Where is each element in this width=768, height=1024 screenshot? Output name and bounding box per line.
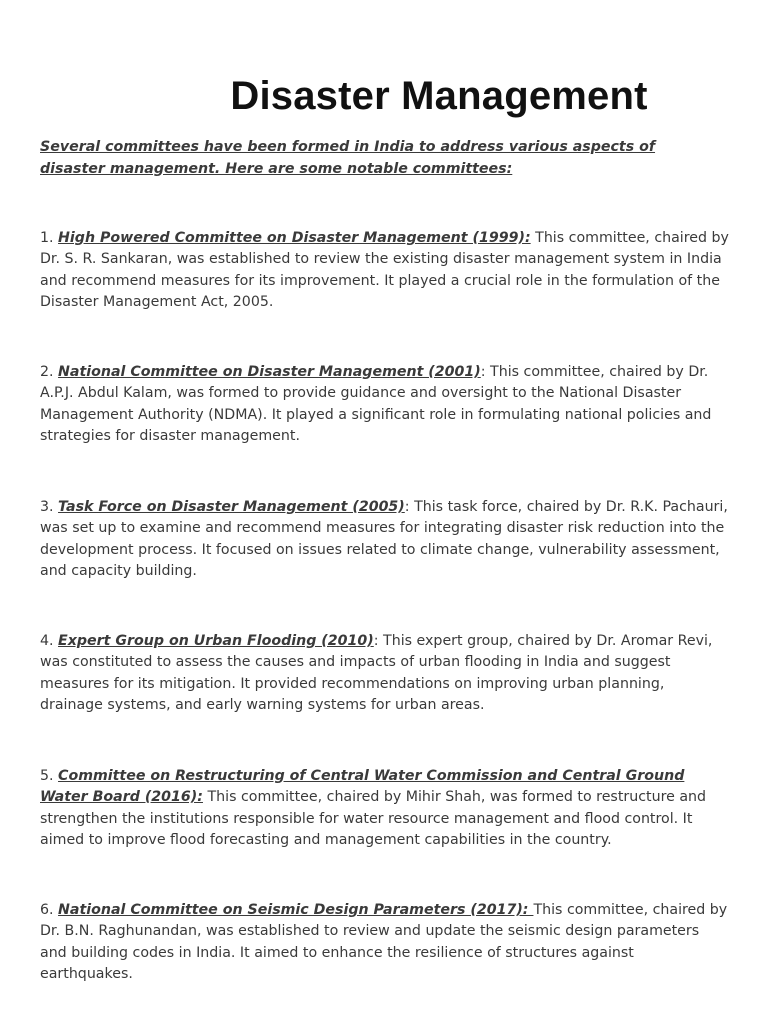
item-number: 6.	[40, 902, 59, 918]
item-number: 2.	[40, 364, 59, 380]
committee-description: This committee, chaired by Mihir Shah, was formed to restructure and strengthen the institutions responsible for water resource management and flood control. It aimed to improve flood forecasting and management capabilities in the country.	[40, 789, 707, 848]
committee-description: This committee, chaired by Dr. S. R. Sankaran, was established to review the existing disaster management system in India and recommend measures for its improvement. It played a crucial role in the formulation of the Disaster Management Act, 2005.	[40, 230, 729, 310]
item-number: 4.	[40, 633, 59, 649]
committee-name: Committee on Restructuring of Central Water Commission and Central Ground Water Board (2016):	[40, 768, 685, 806]
committee-item	[40, 631, 730, 716]
committee-name: Expert Group on Urban Flooding (2010)	[58, 633, 374, 649]
committee-description: : This committee, chaired by Dr. A.P.J. Abdul Kalam, was formed to provide guidance and oversight to the National Disaster Management Authority (NDMA). It played a significant role in formulating national policies and strategies for disaster management.	[40, 364, 712, 444]
committee-name: Task Force on Disaster Management (2005)	[58, 499, 405, 515]
item-number: 5.	[40, 768, 59, 784]
committee-item	[40, 497, 730, 582]
committee-name: National Committee on Seismic Design Parameters (2017):	[58, 902, 534, 918]
committee-item	[40, 900, 730, 985]
item-number: 3.	[40, 499, 59, 515]
page-title: Disaster Management	[230, 74, 648, 118]
committee-item	[40, 766, 730, 851]
committee-description: : This task force, chaired by Dr. R.K. Pachauri, was set up to examine and recommend measures for integrating disaster risk reduction into the development process. It focused on issues related to climate change, vulnerability assessment, and capacity building.	[40, 499, 728, 579]
committee-item	[40, 228, 730, 313]
item-number: 1.	[40, 230, 59, 246]
committee-name: High Powered Committee on Disaster Management (1999):	[58, 230, 531, 246]
committee-item	[40, 362, 730, 447]
committee-name: National Committee on Disaster Management (2001)	[58, 364, 481, 380]
committee-description: This committee, chaired by Dr. B.N. Raghunandan, was established to review and update the seismic design parameters and building codes in India. It aimed to enhance the resilience of structures against earthquakes.	[40, 902, 728, 982]
committee-description: : This expert group, chaired by Dr. Aromar Revi, was constituted to assess the causes and impacts of urban flooding in India and suggest measures for its mitigation. It provided recommendations on improving urban planning, drainage systems, and early warning systems for urban areas.	[40, 633, 713, 713]
intro-paragraph: Several committees have been formed in India to address various aspects of disaster management. Here are some notable committees:	[40, 139, 656, 177]
